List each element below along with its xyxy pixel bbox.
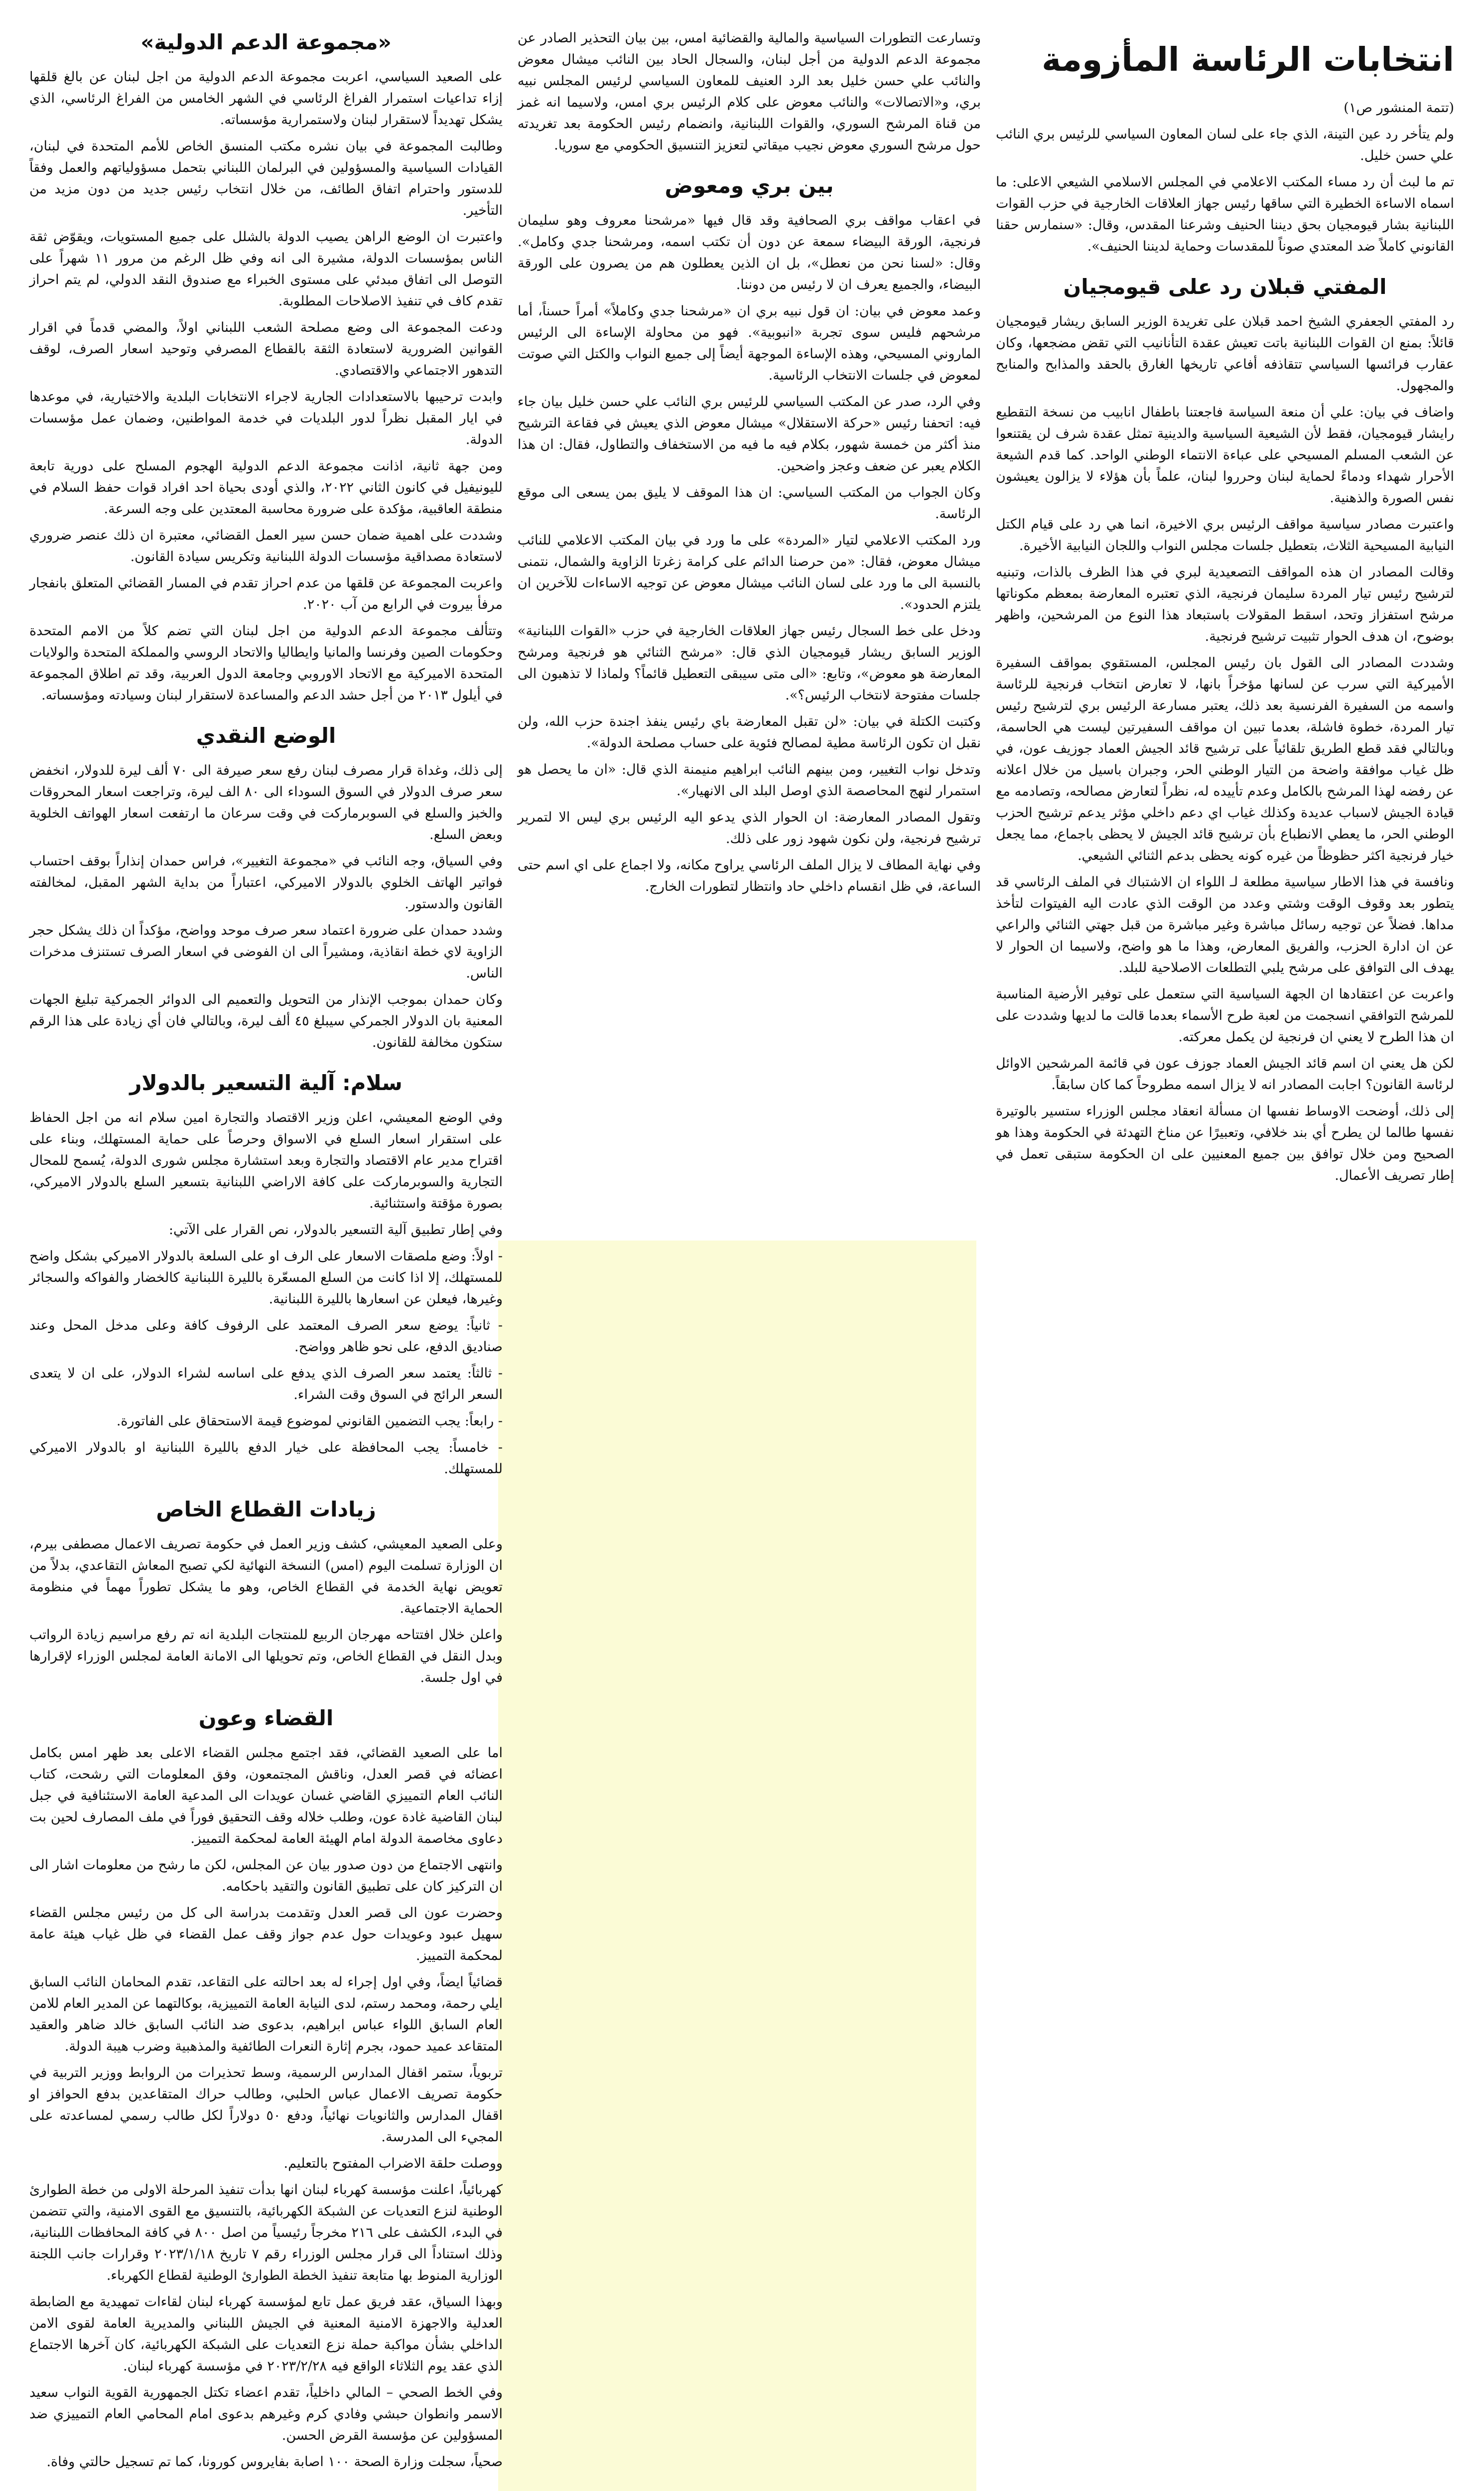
- section-heading: الوضع النقدي: [196, 723, 336, 748]
- section-heading: القضاء وعون: [198, 1706, 334, 1730]
- paragraph: وشددت على اهمية ضمان حسن سير العمل القضائي، معتبرة ان ذلك عنصر ضروري لاستعادة مصداقية مؤسسات الدولة اللبنانية وتكريس سيادة القانون.: [29, 528, 503, 564]
- list-item: - خامساً: يجب المحافظة على خيار الدفع بالليرة اللبنانية او بالدولار الاميركي للمستهلك.: [29, 1440, 503, 1477]
- paragraph: وكتبت الكتلة في بيان: «لن تقبل المعارضة باي رئيس ينفذ اجندة حزب الله، ولن نقبل ان تكون الرئاسة مطية لمصالح فئوية على حساب مصلحة الدولة».: [518, 714, 981, 751]
- paragraph: وبهذا السياق، عقد فريق عمل تابع لمؤسسة كهرباء لبنان لقاءات تمهيدية مع الضابطة العدلية والاجهزة الامنية المعنية في الجيش اللبناني والمديرية العامة لقوى الامن الداخلي بشأن مواكبة حملة نزع التعديات على الشبكة الكهربائية، كان آخرها الاجتماع الذي عقد يوم الثلاثاء الواقع فيه ٢٠٢٣/٢/٢٨ في مؤسسة كهرباء لبنان.: [29, 2294, 503, 2374]
- paragraph: تربوياً، ستمر اقفال المدارس الرسمية، وسط تحذيرات من الروابط ووزير التربية في حكومة تصريف الاعمال عباس الحلبي، وطالب حراك المتقاعدين بدفع الحوافز او اقفال المدارس والثانويات نهائياً، ودفع ٥٠ دولاراً لكل طالب رسمي لمساعدته على المجيء الى المدرسة.: [29, 2065, 503, 2145]
- paragraph: وطالبت المجموعة في بيان نشره مكتب المنسق الخاص للأمم المتحدة في لبنان، القيادات السياسية والمسؤولين في البرلمان اللبناني بتحمل مسؤولياتهم والعمل وفقاً للدستور واحترام اتفاق الطائف، من خلال انتخاب رئيس جديد من دون مزيد من التأخير.: [29, 138, 503, 218]
- paragraph: ولم يتأخر رد عين التينة، الذي جاء على لسان المعاون السياسي للرئيس بري النائب علي حسن خليل.: [996, 127, 1454, 163]
- list-item: - ثانياً: يوضع سعر الصرف المعتمد على الرفوف كافة وعلى مدخل المحل وعند صناديق الدفع، على نحو ظاهر وواضح.: [29, 1318, 503, 1355]
- paragraph: وتتألف مجموعة الدعم الدولية من اجل لبنان التي تضم كلاً من الامم المتحدة وحكومات الصين وفرنسا والمانيا وايطاليا والاتحاد الروسي والمملكة المتحدة والولايات المتحدة الاميركية مع الاتحاد الاوروبي وجامعة الدول العربية، وقد تم اطلاق المجموعة في أيلول ٢٠١٣ من أجل حشد الدعم والمساعدة لاستقرار لبنان وسيادته ومؤسساته.: [29, 623, 503, 703]
- paragraph: ورد المكتب الاعلامي لتيار «المردة» على ما ورد في بيان المكتب الاعلامي للنائب ميشال معوض، فقال: «من حرصنا الدائم على كرامة زغرتا الزاوية والشمال، نتمنى بالنسبة الى ما ورد على لسان النائب ميشال معوض عن توجيه الاساءات للآخرين ان يلتزم الحدود».: [518, 533, 981, 612]
- paragraph: واعربت عن اعتقادها ان الجهة السياسية التي ستعمل على توفير الأرضية المناسبة للمرشح التوافقي انسجمت من لعبة طرح الأسماء بعدما قالت ما لديها وشددت على ان هذا الطرح لا يعني ان فرنجية لن يكمل معركته.: [996, 986, 1454, 1045]
- section-heading: «مجموعة الدعم الدولية»: [140, 30, 392, 54]
- paragraph: في اعقاب مواقف بري الصحافية وقد قال فيها «مرشحنا معروف وهو سليمان فرنجية، الورقة البيضاء سمعة عن دون أن تكتب اسمه، ومرشحنا جدي وكامل». وقال: «لسنا نحن من نعطل»، بل ان الذين يعطلون هم من يصرون على الورقة البيضاء، والجميع يعرف ان لا رئيس من دوننا.: [518, 213, 981, 292]
- paragraph: وفي السياق، وجه النائب في «مجموعة التغيير»، فراس حمدان إنذاراً بوقف احتساب فواتير الهاتف الخلوي بالدولار الاميركي، اعتباراً من بداية الشهر المقبل، لمخالفته القانون والدستور.: [29, 853, 503, 912]
- paragraph: ونافسة في هذا الاطار سياسية مطلعة لـ اللواء ان الاشتباك في الملف الرئاسي قد يتطور بعد وقوف الوقت وشتي وعدد من الوقت الذي عادت اليه الفيتوات لتأخذ مداها. فضلاً عن توجيه رسائل مباشرة وغير مباشرة من قبل جهتي الثنائي والراعي عن ان ادارة الحزب، والفريق المعارض، وهذا ما هو واضح، ولاسيما ان الحوار لا يهدف الى التوافق على مرشح يلبي التطلعات الاصلاحية للبلد.: [996, 874, 1454, 975]
- column-left: [29, 27, 503, 2478]
- paragraph: ودخل على خط السجال رئيس جهاز العلاقات الخارجية في حزب «القوات اللبنانية» الوزير السابق ريشار قيومجيان الذي قال: «مرشح الثنائي هو فرنجية ومرشح المعارضة هو معوض»، وتابع: «الى متى سيبقى التعطيل قائماً؟ ولماذا لا تذهبون الى جلسات مفتوحة لانتخاب الرئيس؟».: [518, 623, 981, 703]
- paragraph: وعمد معوض في بيان: ان قول نبيه بري ان «مرشحنا جدي وكاملاً» أمراً حسناً، أما مرشحهم فليس سوى تجربة «انبوبية». فهو من محاولة الإساءة الى الرئيس الماروني المسيحي، وهذه الإساءة الموجهة أيضاً إلى جميع النواب والكتل التي صوتت لمعوض في جلسات الانتخاب الرئاسية.: [518, 303, 981, 383]
- paragraph: ومن جهة ثانية، اذانت مجموعة الدعم الدولية الهجوم المسلح على دورية تابعة لليونيفيل في كانون الثاني ٢٠٢٢، والذي أودى بحياة احد افراد قوات حفظ السلام في منطقة العاقبية، مؤكدة على ضرورة محاسبة المعتدين على وجه السرعة.: [29, 458, 503, 517]
- paragraph: وفي الرد، صدر عن المكتب السياسي للرئيس بري النائب علي حسن خليل بيان جاء فيه: اتحفنا رئيس «حركة الاستقلال» ميشال معوض الذي يعيش في فقاعة الترشيح منذ أكثر من خمسة شهور، بكلام فيه ما فيه من الاستخفاف والتطاول، فقال: ان هذا الكلام يعبر عن ضعف وعجز واضحين.: [518, 394, 981, 474]
- paragraph: وفي إطار تطبيق آلية التسعير بالدولار، نص القرار على الآتي:: [168, 1222, 503, 1238]
- paragraph: وتسارعت التطورات السياسية والمالية والقضائية امس، بين بيان التحذير الصادر عن مجموعة الدعم الدولية من أجل لبنان، والسجال الحاد بين النائب ميشال معوض والنائب علي حسن خليل بعد الرد العنيف للمعاون السياسي لرئيس المجلس نبيه بري، و«الاتصالات» والنائب معوض على كلام الرئيس بري امس، ولاسيما انه غمز من قناة المرشح السوري، والقوات اللبنانية، وانضمام رئيس الحكومة بعد تغريدته حول مرشح السوري معوض نجيب ميقاتي لتعزيز التنسيق الحكومي مع سوريا.: [518, 30, 981, 153]
- paragraph: وفي الوضع المعيشي، اعلن وزير الاقتصاد والتجارة امين سلام انه من اجل الحفاظ على استقرار اسعار السلع في الاسواق وحرصاً على حماية المستهلك، وبناء على اقتراح مدير عام الاقتصاد والتجارة وبعد استشارة مجلس شورى الدولة، يُسمح للمحال التجارية والسوبرماركت على كافة الاراضي اللبنانية بتسعير السلع بالدولار الاميركي، بصورة مؤقتة واستثنائية.: [29, 1110, 503, 1211]
- paragraph: واعتبرت ان الوضع الراهن يصيب الدولة بالشلل على جميع المستويات، ويقوّض ثقة الناس بمؤسسات الدولة، مشيرة الى انه وفي ظل الرغم من مرور ١١ شهراً على التوصل الى اتفاق مبدئي على مستوى الخبراء مع صندوق النقد الدولي، لم يتم احراز تقدم كاف في تنفيذ الاصلاحات المطلوبة.: [29, 229, 503, 309]
- paragraph: قضائياً ايضاً، وفي اول إجراء له بعد احالته على التقاعد، تقدم المحامان النائب السابق ايلي رحمة، ومحمد رستم، لدى النيابة العامة التمييزية، بوكالتهما عن المدير العام للامن العام السابق اللواء عباس ابراهيم، بدعوى ضد النائب السابق خالد ضاهر والعقيد المتقاعد عميد حمود، بجرم إثارة النعرات الطائفية والمذهبية وضرب هيبة الدولة.: [29, 1974, 503, 2054]
- paragraph: واعلن خلال افتتاحه مهرجان الربيع للمنتجات البلدية انه تم رفع مراسيم زيادة الرواتب وبدل النقل في القطاع الخاص، وتم تحويلها الى الامانة العامة لمجلس الوزراء لإقرارها في اول جلسة.: [29, 1627, 503, 1685]
- paragraph: ودعت المجموعة الى وضع مصلحة الشعب اللبناني اولاً، والمضي قدماً في اقرار القوانين الضرورية لاستعادة الثقة بالقطاع المصرفي وتوحيد اسعار الصرف، لوقف التدهور الاجتماعي والاقتصادي.: [29, 320, 503, 378]
- column-right: [996, 27, 1454, 1191]
- section-heading: بين بري ومعوض: [665, 173, 834, 198]
- paragraph: تم ما لبث أن رد مساء المكتب الاعلامي في المجلس الاسلامي الشيعي الاعلى: ما اسماه الاساءة الخطيرة التي ساقها رئيس جهاز العلاقات الخارجية في حزب القوات اللبنانية بشار قيومجيان بحق ديننا الحنيف وشرعنا المقدس، وقال: «سنمارس حقنا القانوني كاملاً ضد المعتدي صوناً للمقدسات وحماية لديننا الحنيف».: [996, 174, 1454, 254]
- paragraph: وقالت المصادر ان هذه المواقف التصعيدية لبري في هذا الظرف بالذات، وتبنيه لترشيح رئيس تيار المردة سليمان فرنجية، الذي تعتبره المعارضة بمعظم مكوناتها مرشح استفزاز وتحد، اسقط المقولات باستبعاد هذا النوع من المرشحين، واظهر بوضوح، ان هدف الحوار تثبيت ترشيح فرنجية.: [996, 564, 1454, 644]
- paragraph: ووصلت حلقة الاضراب المفتوح بالتعليم.: [283, 2156, 503, 2171]
- list-item: - ثالثاً: يعتمد سعر الصرف الذي يدفع على اساسه لشراء الدولار، على ان لا يتعدى السعر الرائج في السوق وقت الشراء.: [29, 1366, 503, 1402]
- paragraph: وشددت المصادر الى القول بان رئيس المجلس، المستقوي بمواقف السفيرة الأميركية التي سرب عن لسانها مؤخراً بانها، لا تعارض انتخاب فرنجية للرئاسة واسمه من السفيرة الفرنسية بعد ذلك، يعتبر مسارعة الرئيس بري لترشيح رئيس تيار المردة، خطوة فاشلة، بعدما تبين ان مواقف السفيرتين ليست هي الحاسمة، وبالتالي فقد قطع الطريق تلقائياً على ترشيح قائد الجيش العماد جوزيف عون، في ظل غياب موافقة واضحة من التيار الوطني الحر، وجبران باسيل من خلال اعلانه عن رفضه لهذا المرشح بالكامل وعدم تأييده له، نظراً لتعارض مصالحه، وتصادمه مع قيادة الجيش لاسباب عديدة وكذلك غياب اي دعم داخلي مؤثر يدعم ترشيح الحزب الوطني الحر، ما يعطي الانطباع بأن ترشيح قائد الجيش لا يحظى باجماع، مما يجعل خيار فرنجية اكثر حظوظاً من غيره كونه يحظى بدعم الثنائي الشيعي.: [996, 655, 1454, 863]
- section-heading: زيادات القطاع الخاص: [156, 1497, 376, 1522]
- paragraph: على الصعيد السياسي، اعربت مجموعة الدعم الدولية من اجل لبنان عن بالغ قلقها إزاء تداعيات استمرار الفراغ الرئاسي في الشهر الخامس من الفراغ الرئاسي، الذي يشكل تهديداً لاستقرار لبنان ولاستمرارية مؤسساته.: [29, 69, 503, 128]
- section-heading: سلام: آلية التسعير بالدولار: [130, 1071, 403, 1095]
- paragraph: صحياً، سجلت وزارة الصحة ١٠٠ اصابة بفايروس كورونا، كما تم تسجيل حالتي وفاة.: [46, 2454, 503, 2470]
- list-item: - رابعاً: يجب التضمين القانوني لموضوع قيمة الاستحقاق على الفاتورة.: [116, 1413, 503, 1429]
- paragraph: وعلى الصعيد المعيشي، كشف وزير العمل في حكومة تصريف الاعمال مصطفى بيرم، ان الوزارة تسلمت اليوم (امس) النسخة النهائية لكي تصبح المعاش التقاعدي، بدلاً من تعويض نهاية الخدمة في القطاع الخاص، وهو ما يشكل تطوراً مهماً في منظومة الحماية الاجتماعية.: [29, 1536, 503, 1616]
- section-heading: المفتي قبلان رد على قيومجيان: [1063, 275, 1387, 299]
- list-item: - اولاً: وضع ملصقات الاسعار على الرف او على السلعة بالدولار الاميركي بشكل واضح للمستهلك، إلا اذا كانت من السلع المسعّرة بالليرة اللبنانية كالخضار والفواكه والسجائر وغيرها، فيعلن عن اسعارها بالليرة اللبنانية.: [29, 1248, 503, 1307]
- paragraph: واعربت المجموعة عن قلقها من عدم احراز تقدم في المسار القضائي المتعلق بانفجار مرفأ بيروت في الرابع من آب ٢٠٢٠.: [29, 575, 503, 612]
- paragraph: إلى ذلك، وغداة قرار مصرف لبنان رفع سعر صيرفة الى ٧٠ ألف ليرة للدولار، انخفض سعر صرف الدولار في السوق السوداء الى ٨٠ الف ليرة، وتراجعت اسعار المحروقات والخبز والسلع في السوبرماركت في وقت سرعان ما ارتفعت اسعار الهواتف الخلوية وبعض السلع.: [29, 763, 503, 842]
- continued-label: (تتمة المنشور ص١): [1344, 100, 1454, 116]
- paragraph: وحضرت عون الى قصر العدل وتقدمت بدراسة الى كل من رئيس مجلس القضاء سهيل عبود وعويدات حول عدم جواز وقف عمل القضاء في ظل غياب هيئة عامة لمحكمة التمييز.: [29, 1905, 503, 1963]
- paragraph: إلى ذلك، أوضحت الاوساط نفسها ان مسألة انعقاد مجلس الوزراء ستسير بالوتيرة نفسها طالما لن يطرح أي بند خلافي، وتعبيرًا عن مناخ التهدئة في الحكومة وهذا هو الصحيح ومن خلال توافق بين جميع المعنيين على ان الحكومة ستبقى تعمل في إطار تصريف الأعمال.: [996, 1104, 1454, 1183]
- paragraph: وكان حمدان بموجب الإنذار من التحويل والتعميم الى الدوائر الجمركية تبليغ الجهات المعنية بان الدولار الجمركي سيبلغ ٤٥ ألف ليرة، وبالتالي فان أي زيادة على هذا الرقم ستكون مخالفة للقانون.: [29, 992, 503, 1050]
- paragraph: وابدت ترحيبها بالاستعدادات الجارية لاجراء الانتخابات البلدية والاختيارية، في موعدها في ايار المقبل نظراً لدور البلديات في خدمة المواطنين، وضمان عمل مؤسسات الدولة.: [29, 389, 503, 447]
- paragraph: وتدخل نواب التغيير، ومن بينهم النائب ابراهيم منيمنة الذي قال: «ان ما يحصل هو استمرار لنهج المحاصصة الذي اوصل البلد الى الانهيار».: [518, 762, 981, 799]
- paragraph: اما على الصعيد القضائي، فقد اجتمع مجلس القضاء الاعلى بعد ظهر امس بكامل اعضائه في قصر العدل، وناقش المجتمعون، وفق المعلومات التي رشحت، كتاب النائب العام التمييزي القاضي غسان عويدات الى المدعية العامة الاستئنافية في جبل لبنان القاضية غادة عون، وطلب خلاله وقف التحقيق فوراً في ملف المصارف لحين بت دعاوى مخاصمة الدولة امام الهيئة العامة لمحكمة التمييز.: [29, 1745, 503, 1846]
- highlight-block: [498, 1241, 976, 2491]
- page-title: انتخابات الرئاسة المأزومة: [1042, 40, 1454, 79]
- paragraph: رد المفتي الجعفري الشيخ احمد قبلان على تغريدة الوزير السابق ريشار قيومجيان قائلاً: بمنع ان القوات اللبنانية باتت تعيش عقدة التأنانيب التي تقض مضجعها، وكان عقارب فرائسها السياسي تتقاذفه أفاعي تاريخها الغارق بالحقد والمذابح والمنابح والمجهول.: [996, 314, 1454, 394]
- paragraph: كهربائياً، اعلنت مؤسسة كهرباء لبنان انها بدأت تنفيذ المرحلة الاولى من خطة الطوارئ الوطنية لنزع التعديات عن الشبكة الكهربائية، بالتنسيق مع القوى الامنية، والتي تتضمن في البدء، الكشف على ٢١٦ مخرجاً رئيسياً من اصل ٨٠٠ في كافة المحافظات اللبنانية، وذلك استناداً الى قرار مجلس الوزراء رقم ٧ تاريخ ٢٠٢٣/١/١٨ وقرارات جانب اللجنة الوزارية المنوط بها متابعة تنفيذ الخطة الطوارئ الوطنية لقطاع الكهرباء.: [29, 2182, 503, 2283]
- paragraph: لكن هل يعني ان اسم قائد الجيش العماد جوزف عون في قائمة المرشحين الاوائل لرئاسة القانون؟ اجابت المصادر انه لا يزال اسمه مطروحاً كما كان سابقاً.: [996, 1056, 1454, 1093]
- paragraph: وشدد حمدان على ضرورة اعتماد سعر صرف موحد وواضح، مؤكداً ان ذلك يشكل حجر الزاوية لاي خطة انقاذية، ومشيراً الى ان الفوضى في اسعار الصرف تستنزف مدخرات الناس.: [29, 923, 503, 981]
- paragraph: وانتهى الاجتماع من دون صدور بيان عن المجلس، لكن ما رشح من معلومات اشار الى ان التركيز كان على تطبيق القانون والتقيد باحكامه.: [29, 1857, 503, 1894]
- paragraph: وتقول المصادر المعارضة: ان الحوار الذي يدعو اليه الرئيس بري ليس الا لتمرير ترشيح فرنجية، ولن نكون شهود زور على ذلك.: [518, 810, 981, 846]
- paragraph: وفي نهاية المطاف لا يزال الملف الرئاسي يراوح مكانه، ولا اجماع على اي اسم حتى الساعة، في ظل انقسام داخلي حاد وانتظار لتطورات الخارج.: [518, 857, 981, 894]
- paragraph: وكان الجواب من المكتب السياسي: ان هذا الموقف لا يليق بمن يسعى الى موقع الرئاسة.: [518, 485, 981, 522]
- paragraph: واضاف في بيان: علي أن منعة السياسة فاجعتنا باطفال انابيب من نسخة التقطيع رايشار قيومجيان، فقط لأن الشيعية السياسية والدينية تمثل عقدة شرف لن يقتنعوا عن الشعب المسلم المسيحي على عباءة الانتماء الوطني الواحد. كما قدم الشيعة الأحرار شهداء ودماءً لحماية لبنان وحرروا لبنان، علماً بأن هؤلاء لا يزالون يعيشون نفس الصورة والذهنية.: [996, 405, 1454, 506]
- paragraph: وفي الخط الصحي – المالي داخلياً، تقدم اعضاء تكتل الجمهورية القوية النواب سعيد الاسمر وانطوان حبشي وفادي كرم وغيرهم بدعوى امام المحامي العام التمييزي ضد المسؤولين عن مؤسسة القرض الحسن.: [29, 2385, 503, 2443]
- paragraph: واعتبرت مصادر سياسية مواقف الرئيس بري الاخيرة، انما هي رد على قيام الكتل النيابية المسيحية الثلاث، بتعطيل جلسات مجلس النواب واللجان النيابية الأخيرة.: [996, 517, 1454, 554]
- column-middle: [518, 27, 981, 902]
